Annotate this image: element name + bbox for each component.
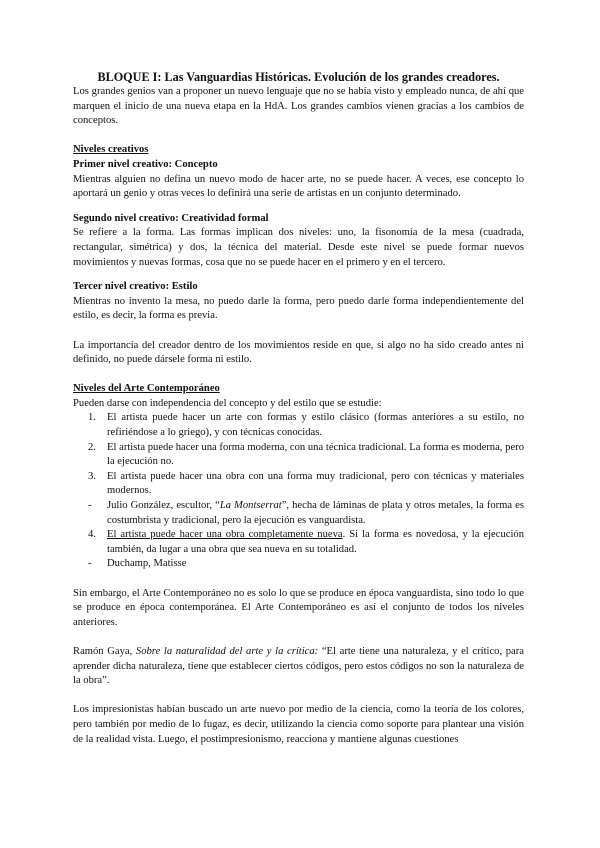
paragraph-impresionistas: Los impresionistas habían buscado un arte nuevo por medio de la ciencia, como la teoría de los colores, pero también por medio de lo fugaz, es decir, utilizando la ciencia como soporte para plantear una visión de la realidad vista. Luego, el postimpresionismo, reacciona y mantiene algunas cuestiones (73, 704, 524, 745)
list-item-underlined: El artista puede hacer una obra completamente nueva (107, 529, 343, 541)
list-item (73, 528, 524, 557)
section-heading-niveles-creativos: Niveles creativos (73, 144, 149, 156)
artwork-title: La Montserrat (219, 500, 282, 512)
list-marker: 4. (88, 529, 96, 541)
list-item-text: El artista puede hacer una obra con una forma muy tradicional, pero con técnicas y materiales modernos. (107, 470, 524, 497)
paragraph-quote (73, 645, 524, 689)
list-item (73, 557, 524, 572)
list-marker: - (88, 558, 92, 570)
list-item-text: Duchamp, Matisse (107, 558, 187, 570)
paragraph-sin-embargo: Sin embargo, el Arte Contemporáneo no es solo lo que se produce en época vanguardista, sino todo lo que se produce en época contemporánea. El Arte Contemporáneo es así el conjunto de todos los niveles anteriores. (73, 587, 524, 628)
list-item-text-post: . Si la forma es novedosa, y la ejecución también, da lugar a una obra que sea nueva en su totalidad. (107, 529, 524, 555)
paragraph-lead: Pueden darse con independencia del concepto y del estilo que se estudie: (73, 397, 382, 409)
list-marker: 1. (88, 412, 96, 424)
quote-text: “El arte tiene una naturaleza, y el crítico, para aprender dicha naturaleza, tiene que establecer ciertos códigos, pero estos códigos no son la naturaleza de la obra”. (73, 645, 524, 687)
paragraph-segundo-nivel: Se refiere a la forma. Las formas implican dos niveles: uno, la fisonomía de la mesa (cuadrada, rectangular, simétrica) y dos, la técnica del material. Desde este nivel se puede formar nuevos movimientos y nuevas formas, cosa que no se puede hacer en el primero y en el tercero. (73, 227, 524, 268)
section-heading-arte-contemporaneo: Niveles del Arte Contemporáneo (73, 383, 220, 395)
subheading-primer-nivel: Primer nivel creativo: Concepto (73, 158, 218, 170)
list-item-text: El artista puede hacer un arte con formas y estilo clásico (formas anteriores a su estilo, no refiriéndose a lo griego), y con técnicas conocidas. (107, 412, 524, 439)
quote-work-title: Sobre la naturalidad del arte y la crítica: (135, 645, 319, 657)
subheading-segundo-nivel: Segundo nivel creativo: Creatividad formal (73, 212, 269, 224)
list-item (73, 411, 524, 440)
list-item-text: El artista puede hacer una forma moderna, con una técnica tradicional. La forma es moderna, pero la ejecución no. (107, 441, 524, 468)
list-item (73, 470, 524, 499)
list-item-text-post: ”, hecha de láminas de plata y otros metales, la forma es costumbrista y tradicional, pero la ejecución es vanguardista. (107, 500, 524, 526)
list-marker: 3. (88, 470, 96, 482)
paragraph-tercer-nivel: Mientras no invento la mesa, no puedo darle la forma, pero puedo darle forma independientemente del estilo, es decir, la forma es previa. (73, 295, 524, 322)
list-marker: 2. (88, 441, 96, 453)
subheading-tercer-nivel: Tercer nivel creativo: Estilo (73, 281, 198, 293)
intro-paragraph: Los grandes genios van a proponer un nuevo lenguaje que no se había visto y empleado nunca, de ahí que marquen el inicio de una nueva etapa en la HdA. Los grandes cambios vienen gracias a los cambios de conceptos. (73, 86, 524, 127)
paragraph-primer-nivel: Mientras alguien no defina un nuevo modo de hacer arte, no se puede hacer. A veces, ese concepto lo aportará un genio y otras veces lo definirá una serie de artistas en un conjunto determinado. (73, 173, 524, 200)
list-item (73, 441, 524, 470)
list-item (73, 499, 524, 528)
quote-author: Ramón Gaya, (73, 645, 136, 657)
list-marker: - (88, 500, 92, 512)
levels-list (73, 411, 524, 572)
list-item-text-pre: Julio González, escultor, “ (107, 500, 220, 512)
document-title: BLOQUE I: Las Vanguardias Históricas. Evolución de los grandes creadores. (97, 70, 500, 84)
paragraph-importancia: La importancia del creador dentro de los movimientos reside en que, si algo no ha sido creado antes ni definido, no puede dársele forma ni estilo. (73, 339, 524, 366)
